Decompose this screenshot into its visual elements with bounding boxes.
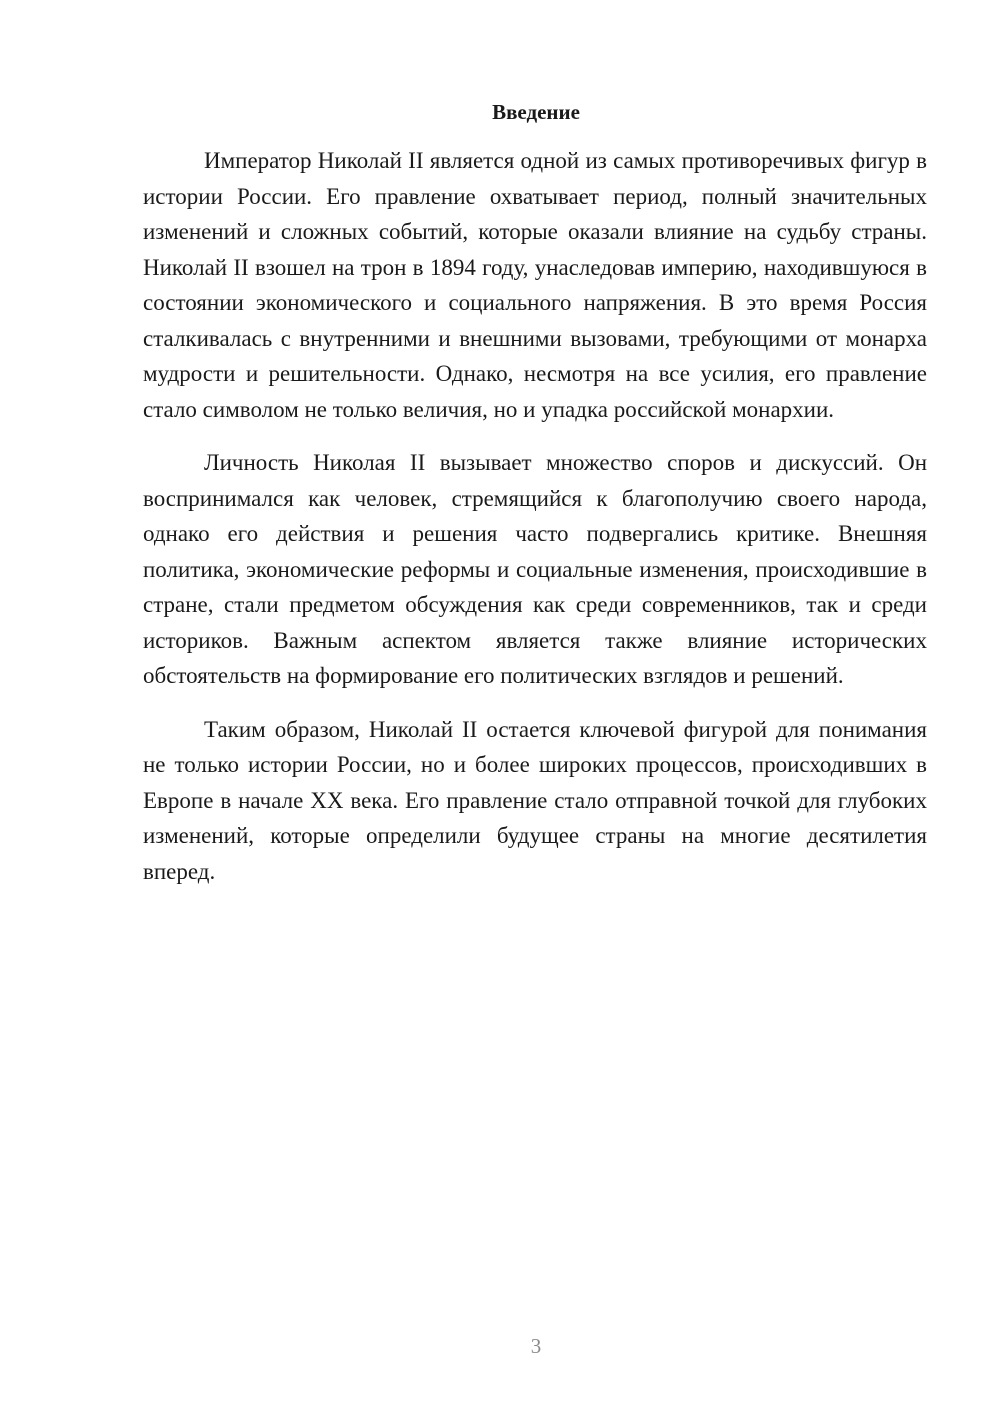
paragraph-3: Таким образом, Николай II остается ключевой фигурой для понимания не только истории России, но и более широких процессов, происходивших в Европе в начале XX века. Его правление стало отправной точкой для глубоких изменений, которые определили будущее страны на многие десятилетия вперед.: [143, 716, 927, 884]
page-number: 3: [530, 1334, 542, 1358]
body-text: [143, 143, 927, 907]
section-title: Введение: [492, 100, 580, 124]
paragraph-2: Личность Николая II вызывает множество споров и дискуссий. Он воспринимался как человек, стремящийся к благополучию своего народа, однако его действия и решения часто подвергались критике. Внешняя политика, экономические реформы и социальные изменения, происходившие в стране, стали предметом обсуждения как среди современников, так и среди историков. Важным аспектом является также влияние исторических обстоятельств на формирование его политических взглядов и решений.: [143, 450, 927, 688]
paragraph-1: Император Николай II является одной из самых противоречивых фигур в истории России. Его правление охватывает период, полный значительных изменений и сложных событий, которые оказали влияние на судьбу страны. Николай II взошел на трон в 1894 году, унаследовав империю, находившуюся в состоянии экономического и социального напряжения. В это время Россия сталкивалась с внутренними и внешними вызовами, требующими от монарха мудрости и решительности. Однако, несмотря на все усилия, его правление стало символом не только величия, но и упадка российской монархии.: [143, 148, 927, 422]
